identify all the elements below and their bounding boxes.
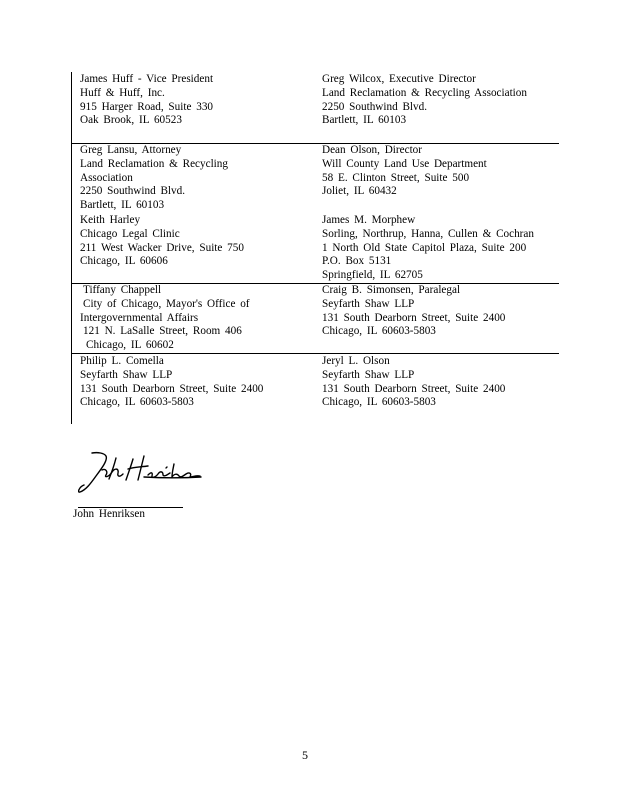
address-line: 2250 Southwind Blvd. xyxy=(322,100,428,113)
address-block-comella xyxy=(80,355,263,410)
address-line: 131 South Dearborn Street, Suite 2400 xyxy=(80,382,264,395)
table-left-border xyxy=(71,72,72,424)
address-block-olson-dean xyxy=(322,144,487,199)
address-line: Will County Land Use Department xyxy=(322,157,487,170)
address-line: Chicago Legal Clinic xyxy=(80,227,180,240)
address-block-simonsen xyxy=(322,284,505,339)
address-line: Intergovernmental Affairs xyxy=(80,311,199,324)
page-number: 5 xyxy=(302,748,308,762)
address-block-huff xyxy=(80,73,213,128)
address-line: 131 South Dearborn Street, Suite 2400 xyxy=(322,382,506,395)
address-line: Association xyxy=(80,171,133,184)
address-line: Seyfarth Shaw LLP xyxy=(322,297,415,310)
address-line: Tiffany Chappell xyxy=(83,284,162,296)
address-line: James Huff - Vice President xyxy=(80,73,214,85)
address-block-lansu xyxy=(80,144,228,213)
address-line: Chicago, IL 60603-5803 xyxy=(322,325,436,338)
address-line: Land Reclamation & Recycling Association xyxy=(322,86,527,99)
address-line: P.O. Box 5131 xyxy=(322,255,392,268)
address-block-chappell xyxy=(80,284,250,353)
address-line: Chicago, IL 60603-5803 xyxy=(322,396,436,409)
address-line: City of Chicago, Mayor's Office of xyxy=(83,297,250,310)
address-line: Huff & Huff, Inc. xyxy=(80,86,165,99)
address-line: 58 E. Clinton Street, Suite 500 xyxy=(322,171,470,184)
address-line: Bartlett, IL 60103 xyxy=(80,199,165,212)
signature-stroke xyxy=(79,453,107,492)
address-line: 131 South Dearborn Street, Suite 2400 xyxy=(322,311,506,324)
address-line: Bartlett, IL 60103 xyxy=(322,114,407,127)
address-line: Chicago, IL 60603-5803 xyxy=(80,396,194,409)
handwritten-signature xyxy=(78,450,208,496)
address-block-wilcox xyxy=(322,73,527,128)
address-line: 915 Harger Road, Suite 330 xyxy=(80,100,214,113)
address-line: 2250 Southwind Blvd. xyxy=(80,185,186,198)
signature-stroke xyxy=(172,464,200,477)
address-line: Craig B. Simonsen, Paralegal xyxy=(322,284,461,296)
row-divider xyxy=(71,353,559,354)
address-line: Land Reclamation & Recycling xyxy=(80,157,228,170)
address-block-harley xyxy=(80,214,244,269)
address-line: James M. Morphew xyxy=(322,214,416,226)
signer-name: John Henriksen xyxy=(73,508,145,520)
address-line: Philip L. Comella xyxy=(80,355,164,367)
address-line: Joliet, IL 60432 xyxy=(322,185,397,198)
address-line: Oak Brook, IL 60523 xyxy=(80,114,182,127)
address-line: Chicago, IL 60606 xyxy=(80,255,168,268)
address-block-morphew xyxy=(322,214,534,283)
address-line: Jeryl L. Olson xyxy=(322,355,390,367)
address-line: Chicago, IL 60602 xyxy=(86,339,174,352)
address-line: Dean Olson, Director xyxy=(322,144,422,156)
address-line: Sorling, Northrup, Hanna, Cullen & Cochran xyxy=(322,227,534,240)
address-line: Seyfarth Shaw LLP xyxy=(322,368,415,381)
address-line: 211 West Wacker Drive, Suite 750 xyxy=(80,241,244,254)
address-line: 1 North Old State Capitol Plaza, Suite 200 xyxy=(322,241,527,254)
address-line: Keith Harley xyxy=(80,214,141,226)
signature-stroke xyxy=(148,472,170,477)
address-line: Seyfarth Shaw LLP xyxy=(80,368,173,381)
address-line: 121 N. LaSalle Street, Room 406 xyxy=(83,325,242,338)
address-line: Greg Wilcox, Executive Director xyxy=(322,73,476,85)
address-line: Greg Lansu, Attorney xyxy=(80,144,182,156)
signature-stroke xyxy=(109,458,123,479)
address-block-olson-jeryl xyxy=(322,355,505,410)
address-line: Springfield, IL 62705 xyxy=(322,269,423,282)
